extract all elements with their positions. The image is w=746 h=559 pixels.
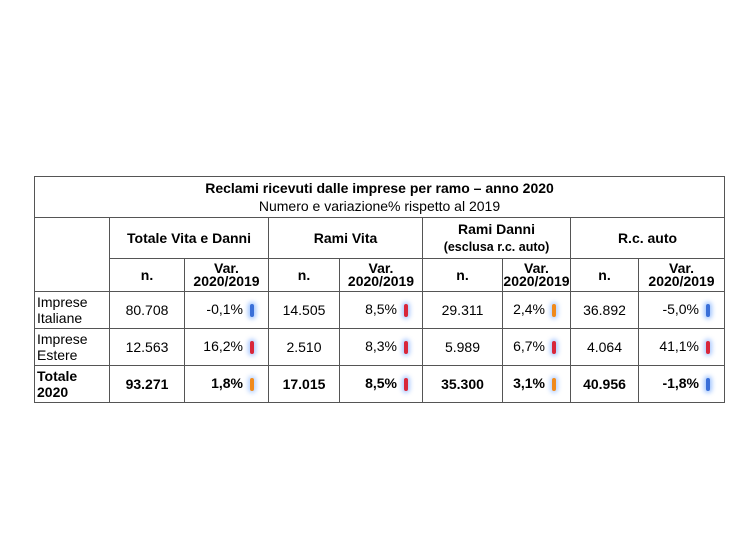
table-title-cell [35,177,725,218]
subheader-row [35,259,725,292]
subheader-n: n. [423,259,503,292]
variation-cell [340,366,423,403]
subheader-n: n. [110,259,185,292]
variation-cell [340,292,423,329]
table-row [35,329,725,366]
variation-cell [503,366,571,403]
variation-value: 16,2% [203,338,243,355]
subheader-var [639,259,725,292]
variation-value: -5,0% [662,301,700,318]
group-label: R.c. auto [617,230,678,246]
variation-cell [185,329,269,366]
thermometer-red-icon [704,339,712,356]
row-label-line1: Imprese [37,294,88,310]
variation-value: 8,3% [365,338,397,355]
thermometer-orange-icon [248,376,256,393]
variation-value: 8,5% [365,375,397,392]
variation-cell [639,329,725,366]
count-cell: 36.892 [571,292,639,329]
row-label-line1: Totale [37,368,78,384]
count-cell: 35.300 [423,366,503,403]
row-label [35,292,110,329]
variation-value: 8,5% [365,301,397,318]
thermometer-red-icon [402,302,410,319]
subheader-var-line1: Var. [368,260,394,276]
thermometer-red-icon [550,339,558,356]
table-row [35,292,725,329]
subheader-var [503,259,571,292]
variation-value: -1,8% [662,375,700,392]
subheader-var [185,259,269,292]
thermometer-red-icon [402,339,410,356]
thermometer-orange-icon [550,302,558,319]
row-label-line2: 2020 [37,384,69,400]
empty-corner-cell [35,218,110,292]
complaints-table [34,176,725,403]
variation-value: -0,1% [206,301,243,318]
thermometer-orange-icon [550,376,558,393]
thermometer-blue-icon [248,302,256,319]
count-cell: 40.956 [571,366,639,403]
group-header-rami-danni [423,218,571,259]
group-header-rami-vita [269,218,423,259]
row-label [35,366,110,403]
subheader-var-line1: Var. [214,260,239,276]
variation-cell [503,329,571,366]
subheader-var [340,259,423,292]
row-label [35,329,110,366]
count-cell: 2.510 [269,329,340,366]
row-label-line2: Estere [37,347,78,363]
group-sublabel: (esclusa r.c. auto) [443,240,550,254]
group-header-totale [110,218,269,259]
count-cell: 14.505 [269,292,340,329]
group-header-rc-auto [571,218,725,259]
thermometer-red-icon [248,339,256,356]
count-cell: 5.989 [423,329,503,366]
table-body [35,292,725,403]
subheader-var-line2: 2020/2019 [503,273,570,289]
variation-cell [340,329,423,366]
subheader-var-line1: Var. [524,260,549,276]
variation-cell [185,292,269,329]
variation-value: 41,1% [659,338,700,355]
count-cell: 93.271 [110,366,185,403]
variation-cell [185,366,269,403]
count-cell: 17.015 [269,366,340,403]
count-cell: 12.563 [110,329,185,366]
thermometer-red-icon [402,376,410,393]
subheader-var-line2: 2020/2019 [193,273,260,289]
subheader-var-line2: 2020/2019 [347,273,415,289]
row-label-line2: Italiane [37,310,83,326]
row-label-line1: Imprese [37,331,88,347]
group-label: Rami Danni [457,221,535,237]
subheader-n: n. [571,259,639,292]
group-label: Rami Vita [313,230,378,246]
subheader-var-line1: Var. [669,260,694,276]
variation-value: 1,8% [211,375,243,392]
variation-cell [503,292,571,329]
table-row [35,366,725,403]
variation-cell [639,292,725,329]
variation-value: 3,1% [513,375,545,392]
subheader-var-line2: 2020/2019 [648,273,715,289]
subheader-n: n. [269,259,340,292]
thermometer-blue-icon [704,302,712,319]
count-cell: 29.311 [423,292,503,329]
table-subtitle: Numero e variazione% rispetto al 2019 [258,198,501,214]
variation-cell [639,366,725,403]
variation-value: 2,4% [513,301,545,318]
group-label: Totale Vita e Danni [127,230,251,246]
thermometer-blue-icon [704,376,712,393]
count-cell: 4.064 [571,329,639,366]
table-title: Reclami ricevuti dalle imprese per ramo – anno 2020 [205,180,554,196]
count-cell: 80.708 [110,292,185,329]
variation-value: 6,7% [513,338,545,355]
